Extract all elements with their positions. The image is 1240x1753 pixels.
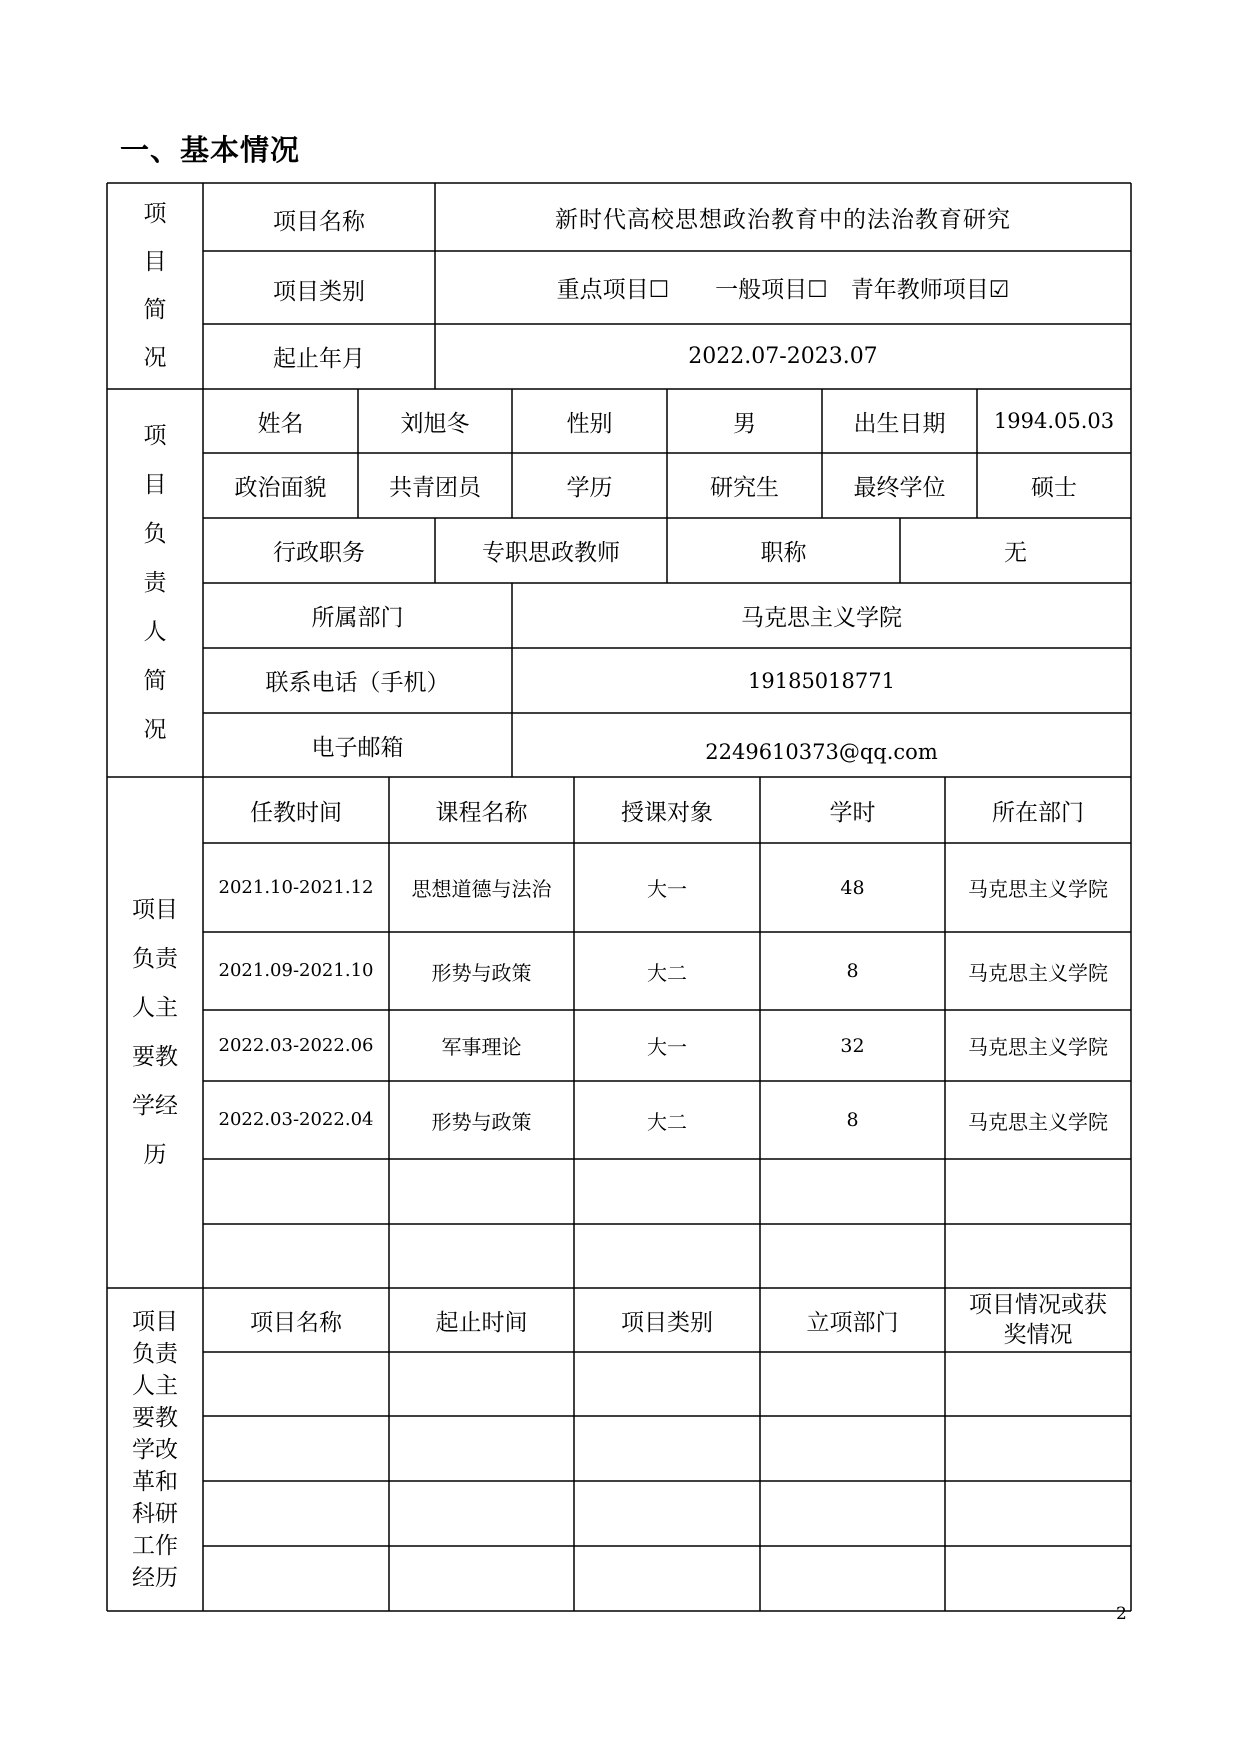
project-name-value: 新时代高校思想政治教育中的法治教育研究 (555, 206, 1011, 233)
vertical-char: 要教 (132, 1404, 178, 1431)
research-header-status: 项目情况或获奖情况 (969, 1292, 1107, 1348)
vertical-char: 项 (143, 422, 167, 449)
teaching-cell-audience: 大二 (647, 1109, 687, 1134)
vertical-char: 人 (143, 618, 167, 645)
teaching-header-dept: 所在部门 (992, 799, 1084, 826)
leader-email-value: 2249610373@qq.com (705, 740, 938, 764)
vertical-char: 革和 (132, 1468, 178, 1495)
vertical-char: 经历 (132, 1564, 178, 1591)
overview-section-label (107, 183, 203, 389)
teaching-header-course: 课程名称 (435, 799, 528, 826)
vertical-char: 负 (143, 520, 167, 547)
leader-title-value: 无 (1004, 540, 1027, 566)
leader-admin-label: 行政职务 (273, 540, 365, 566)
leader-admin-value: 专职思政教师 (482, 540, 620, 566)
vertical-char: 况 (143, 345, 167, 371)
leader-education-label: 学历 (566, 475, 613, 501)
vertical-char: 目 (143, 471, 167, 498)
vertical-char: 历 (143, 1141, 167, 1168)
teaching-cell-hours: 48 (840, 876, 865, 899)
leader-political-label: 政治面貌 (234, 475, 327, 501)
teaching-cell-time: 2021.10-2021.12 (218, 876, 374, 898)
vertical-char: 简 (143, 667, 167, 694)
vertical-char: 项目 (132, 896, 178, 923)
leader-dept-value: 马克思主义学院 (741, 605, 902, 631)
teaching-cell-audience: 大二 (647, 960, 687, 985)
research-header-period: 起止时间 (435, 1309, 528, 1336)
vertical-char: 科研 (132, 1500, 178, 1527)
teaching-cell-time: 2022.03-2022.04 (218, 1109, 374, 1130)
vertical-char: 况 (143, 716, 167, 743)
vertical-char: 人主 (132, 994, 178, 1021)
teaching-header-time: 任教时间 (250, 799, 342, 826)
project-type-value: 重点项目☐ 一般项目☐ 青年教师项目☑ (556, 277, 1010, 303)
teaching-cell-hours: 8 (846, 960, 859, 982)
vertical-char: 工作 (132, 1532, 178, 1559)
leader-phone-value: 19185018771 (748, 668, 895, 693)
project-period-label: 起止年月 (273, 346, 365, 372)
vertical-char: 学经 (132, 1092, 178, 1119)
section-heading: 一、基本情况 (120, 133, 301, 167)
vertical-char: 责 (143, 569, 167, 596)
teaching-cell-course: 形势与政策 (431, 1109, 532, 1134)
teaching-cell-dept: 马克思主义学院 (968, 877, 1108, 901)
teaching-header-hours: 学时 (829, 799, 876, 826)
leader-birth-label: 出生日期 (853, 410, 946, 437)
teaching-cell-hours: 32 (840, 1034, 865, 1057)
teaching-cell-time: 2021.09-2021.10 (218, 960, 374, 981)
leader-education-value: 研究生 (710, 475, 779, 501)
teaching-cell-course: 思想道德与法治 (411, 877, 552, 901)
leader-name-value: 刘旭冬 (400, 410, 470, 437)
vertical-char: 负责 (132, 1340, 178, 1367)
vertical-char: 简 (143, 297, 167, 323)
leader-title-label: 职称 (760, 540, 807, 566)
project-name-label: 项目名称 (273, 208, 365, 235)
teaching-section-label (107, 777, 203, 1288)
teaching-cell-audience: 大一 (647, 1035, 687, 1059)
teaching-cell-dept: 马克思主义学院 (968, 960, 1108, 985)
research-header-name: 项目名称 (250, 1309, 342, 1336)
vertical-char: 要教 (132, 1043, 178, 1070)
leader-name-label: 姓名 (257, 410, 304, 437)
vertical-char: 项 (143, 201, 167, 227)
teaching-cell-dept: 马克思主义学院 (968, 1109, 1108, 1134)
research-header-type: 项目类别 (621, 1309, 713, 1336)
leader-political-value: 共青团员 (389, 475, 481, 501)
leader-degree-value: 硕士 (1031, 475, 1077, 501)
leader-email-label: 电子邮箱 (311, 734, 404, 761)
leader-dept-label: 所属部门 (311, 605, 404, 631)
vertical-char: 人主 (132, 1372, 178, 1399)
leader-phone-label: 联系电话（手机） (265, 670, 450, 696)
vertical-char: 目 (143, 249, 167, 275)
page-number: 2 (1116, 1604, 1127, 1624)
teaching-cell-audience: 大一 (647, 877, 687, 901)
teaching-cell-time: 2022.03-2022.06 (218, 1034, 374, 1056)
vertical-char: 负责 (132, 945, 178, 972)
teaching-cell-course: 形势与政策 (431, 960, 532, 985)
leader-gender-value: 男 (733, 410, 756, 437)
research-section-label (107, 1288, 203, 1611)
vertical-char: 项目 (132, 1308, 178, 1335)
research-header-dept: 立项部门 (806, 1309, 899, 1336)
leader-birth-value: 1994.05.03 (993, 409, 1115, 433)
teaching-cell-hours: 8 (846, 1109, 859, 1131)
leader-section-label (107, 389, 203, 777)
leader-degree-label: 最终学位 (853, 475, 946, 501)
teaching-cell-course: 军事理论 (441, 1035, 522, 1059)
teaching-cell-dept: 马克思主义学院 (968, 1035, 1108, 1059)
project-type-label: 项目类别 (273, 279, 365, 305)
teaching-header-audience: 授课对象 (621, 799, 713, 826)
vertical-char: 学改 (132, 1436, 178, 1463)
leader-gender-label: 性别 (566, 410, 613, 437)
project-period-value: 2022.07-2023.07 (688, 344, 878, 369)
